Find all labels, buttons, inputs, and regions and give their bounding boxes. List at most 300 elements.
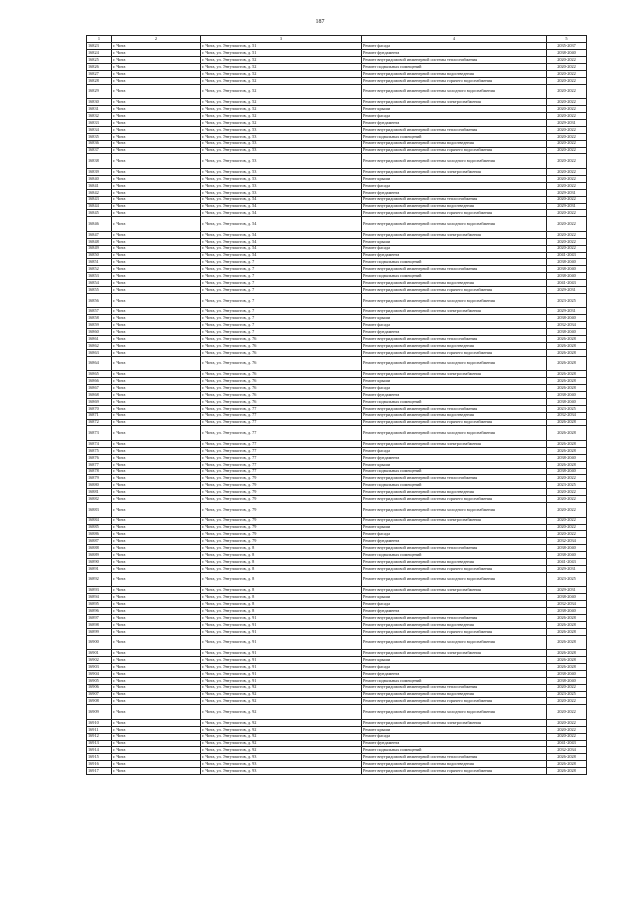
address-cell: г. Чита, ул. Энтузиастов, д. 91 (201, 635, 362, 650)
period-cell: 2029-2031 (547, 587, 587, 594)
row-number: 16869 (87, 398, 112, 405)
period-cell: 2029-2031 (547, 565, 587, 572)
city-cell: г. Чита (112, 120, 201, 127)
city-cell: г. Чита (112, 733, 201, 740)
table-row (87, 64, 587, 71)
address-cell: г. Чита, ул. Энтузиастов, д. 77 (201, 447, 362, 454)
work-type-cell: Ремонт внутридомовой инженерной системы водоотведения (362, 412, 547, 419)
city-cell: г. Чита (112, 705, 201, 720)
row-number: 16865 (87, 371, 112, 378)
work-type-cell: Ремонт внутридомовой инженерной системы горячего водоснабжения (362, 628, 547, 635)
row-number: 16915 (87, 754, 112, 761)
row-number: 16868 (87, 391, 112, 398)
address-cell: г. Чита, ул. Энтузиастов, д. 91 (201, 621, 362, 628)
table-row (87, 565, 587, 572)
table-row (87, 140, 587, 147)
period-cell: 2020-2022 (547, 99, 587, 106)
row-number: 16843 (87, 196, 112, 203)
table-row (87, 245, 587, 252)
city-cell: г. Чита (112, 754, 201, 761)
work-type-cell: Ремонт внутридомовой инженерной системы водоотведения (362, 558, 547, 565)
table-row (87, 293, 587, 308)
address-cell: г. Чита, ул. Энтузиастов, д. 8 (201, 601, 362, 608)
city-cell: г. Чита (112, 524, 201, 531)
city-cell: г. Чита (112, 287, 201, 294)
table-row (87, 203, 587, 210)
row-number: 16909 (87, 705, 112, 720)
city-cell: г. Чита (112, 189, 201, 196)
work-type-cell: Ремонт внутридомовой инженерной системы теплоснабжения (362, 475, 547, 482)
table-row (87, 657, 587, 664)
table-row (87, 441, 587, 448)
work-type-cell: Ремонт внутридомовой инженерной системы горячего водоснабжения (362, 565, 547, 572)
row-number: 16894 (87, 594, 112, 601)
row-number: 16888 (87, 545, 112, 552)
table-row (87, 705, 587, 720)
address-cell: г. Чита, ул. Энтузиастов, д. 79 (201, 503, 362, 518)
row-number: 16881 (87, 489, 112, 496)
table-row (87, 594, 587, 601)
period-cell: 2020-2022 (547, 196, 587, 203)
period-cell: 2020-2022 (547, 684, 587, 691)
row-number: 16889 (87, 552, 112, 559)
table-row (87, 691, 587, 698)
period-cell: 2020-2022 (547, 210, 587, 217)
period-cell: 2020-2022 (547, 175, 587, 182)
city-cell: г. Чита (112, 147, 201, 154)
city-cell: г. Чита (112, 322, 201, 329)
address-cell: г. Чита, ул. Энтузиастов, д. 91 (201, 670, 362, 677)
address-cell: г. Чита, ул. Энтузиастов, д. 91 (201, 657, 362, 664)
period-cell: 2029-2031 (547, 287, 587, 294)
period-cell: 2020-2022 (547, 57, 587, 64)
work-type-cell: Ремонт внутридомовой инженерной системы водоотведения (362, 140, 547, 147)
table-row (87, 768, 587, 775)
table-row (87, 761, 587, 768)
row-number: 16870 (87, 405, 112, 412)
city-cell: г. Чита (112, 210, 201, 217)
period-cell: 2038-2040 (547, 391, 587, 398)
work-type-cell: Ремонт фасада (362, 447, 547, 454)
period-cell: 2026-2028 (547, 614, 587, 621)
row-number: 16857 (87, 308, 112, 315)
period-cell: 2020-2022 (547, 154, 587, 169)
period-cell: 2038-2040 (547, 273, 587, 280)
table-row (87, 587, 587, 594)
column-header-3: 3 (201, 36, 362, 43)
period-cell: 2020-2022 (547, 698, 587, 705)
period-cell: 2026-2028 (547, 385, 587, 392)
period-cell: 2020-2022 (547, 182, 587, 189)
row-number: 16862 (87, 342, 112, 349)
work-type-cell: Ремонт внутридомовой инженерной системы горячего водоснабжения (362, 768, 547, 775)
address-cell: г. Чита, ул. Энтузиастов, д. 8 (201, 552, 362, 559)
work-type-cell: Ремонт фасада (362, 385, 547, 392)
period-cell: 2038-2040 (547, 545, 587, 552)
row-number: 16877 (87, 461, 112, 468)
period-cell: 2026-2028 (547, 378, 587, 385)
table-row (87, 614, 587, 621)
row-number: 16871 (87, 412, 112, 419)
period-cell: 2038-2040 (547, 677, 587, 684)
column-header-1: 1 (87, 36, 112, 43)
table-row (87, 113, 587, 120)
city-cell: г. Чита (112, 203, 201, 210)
table-row (87, 43, 587, 50)
work-type-cell: Ремонт внутридомовой инженерной системы электроснабжения (362, 441, 547, 448)
column-header-4: 4 (362, 36, 547, 43)
work-type-cell: Ремонт подвальных помещений (362, 398, 547, 405)
work-type-cell: Ремонт внутридомовой инженерной системы водоотведения (362, 761, 547, 768)
city-cell: г. Чита (112, 77, 201, 84)
period-cell: 2020-2022 (547, 113, 587, 120)
period-cell: 2020-2022 (547, 503, 587, 518)
row-number: 16905 (87, 677, 112, 684)
table-row (87, 70, 587, 77)
city-cell: г. Чита (112, 293, 201, 308)
work-type-cell: Ремонт фундамента (362, 252, 547, 259)
period-cell: 2026-2028 (547, 356, 587, 371)
row-number: 16841 (87, 182, 112, 189)
table-row (87, 461, 587, 468)
period-cell: 2020-2022 (547, 517, 587, 524)
work-type-cell: Ремонт внутридомовой инженерной системы теплоснабжения (362, 614, 547, 621)
address-cell: г. Чита, ул. Энтузиастов, д. 79 (201, 517, 362, 524)
city-cell: г. Чита (112, 531, 201, 538)
work-type-cell: Ремонт внутридомовой инженерной системы теплоснабжения (362, 196, 547, 203)
address-cell: г. Чита, ул. Энтузиастов, д. 54 (201, 252, 362, 259)
period-cell: 2026-2028 (547, 419, 587, 426)
table-row (87, 601, 587, 608)
work-type-cell: Ремонт крыши (362, 594, 547, 601)
address-cell: г. Чита, ул. Энтузиастов, д. 92 (201, 733, 362, 740)
table-body (87, 43, 587, 775)
period-cell: 2020-2022 (547, 238, 587, 245)
address-cell: г. Чита, ул. Энтузиастов, д. 76 (201, 336, 362, 343)
table-row (87, 475, 587, 482)
city-cell: г. Чита (112, 405, 201, 412)
table-row (87, 482, 587, 489)
city-cell: г. Чита (112, 621, 201, 628)
address-cell: г. Чита, ул. Энтузиастов, д. 8 (201, 565, 362, 572)
row-number: 16885 (87, 524, 112, 531)
table-row (87, 503, 587, 518)
period-cell: 2038-2040 (547, 398, 587, 405)
work-type-cell: Ремонт внутридомовой инженерной системы холодного водоснабжения (362, 635, 547, 650)
work-type-cell: Ремонт внутридомовой инженерной системы электроснабжения (362, 308, 547, 315)
period-cell: 2020-2022 (547, 169, 587, 176)
city-cell: г. Чита (112, 426, 201, 441)
city-cell: г. Чита (112, 106, 201, 113)
address-cell: г. Чита, ул. Энтузиастов, д. 77 (201, 405, 362, 412)
table-row (87, 552, 587, 559)
row-number: 16824 (87, 50, 112, 57)
work-type-cell: Ремонт внутридомовой инженерной системы электроснабжения (362, 719, 547, 726)
table-row (87, 280, 587, 287)
address-cell: г. Чита, ул. Энтузиастов, д. 54 (201, 203, 362, 210)
work-type-cell: Ремонт внутридомовой инженерной системы теплоснабжения (362, 545, 547, 552)
period-cell: 2029-2031 (547, 308, 587, 315)
table-row (87, 84, 587, 99)
table-row (87, 635, 587, 650)
city-cell: г. Чита (112, 475, 201, 482)
row-number: 16856 (87, 293, 112, 308)
city-cell: г. Чита (112, 657, 201, 664)
work-type-cell: Ремонт внутридомовой инженерной системы электроснабжения (362, 517, 547, 524)
address-cell: г. Чита, ул. Энтузиастов, д. 8 (201, 594, 362, 601)
work-type-cell: Ремонт внутридомовой инженерной системы водоотведения (362, 621, 547, 628)
city-cell: г. Чита (112, 768, 201, 775)
row-number: 16914 (87, 747, 112, 754)
row-number: 16850 (87, 252, 112, 259)
row-number: 16825 (87, 57, 112, 64)
table-row (87, 538, 587, 545)
period-cell: 2020-2022 (547, 70, 587, 77)
address-cell: г. Чита, ул. Энтузиастов, д. 52 (201, 84, 362, 99)
table-row (87, 733, 587, 740)
table-row (87, 628, 587, 635)
work-type-cell: Ремонт подвальных помещений (362, 133, 547, 140)
table-row (87, 238, 587, 245)
city-cell: г. Чита (112, 587, 201, 594)
row-number: 16827 (87, 70, 112, 77)
row-number: 16853 (87, 273, 112, 280)
address-cell: г. Чита, ул. Энтузиастов, д. 52 (201, 106, 362, 113)
period-cell: 2038-2040 (547, 315, 587, 322)
address-cell: г. Чита, ул. Энтузиастов, д. 77 (201, 454, 362, 461)
table-row (87, 266, 587, 273)
table-row (87, 524, 587, 531)
period-cell: 2038-2040 (547, 329, 587, 336)
row-number: 16832 (87, 113, 112, 120)
period-cell: 2026-2028 (547, 628, 587, 635)
address-cell: г. Чита, ул. Энтузиастов, д. 52 (201, 77, 362, 84)
row-number: 16908 (87, 698, 112, 705)
period-cell: 2020-2022 (547, 126, 587, 133)
work-type-cell: Ремонт фасада (362, 43, 547, 50)
row-number: 16884 (87, 517, 112, 524)
address-cell: г. Чита, ул. Энтузиастов, д. 7 (201, 308, 362, 315)
row-number: 16840 (87, 175, 112, 182)
row-number: 16910 (87, 719, 112, 726)
row-number: 16823 (87, 43, 112, 50)
address-cell: г. Чита, ул. Энтузиастов, д. 52 (201, 113, 362, 120)
address-cell: г. Чита, ул. Энтузиастов, д. 53 (201, 126, 362, 133)
period-cell: 2032-2034 (547, 747, 587, 754)
address-cell: г. Чита, ул. Энтузиастов, д. 8 (201, 572, 362, 587)
address-cell: г. Чита, ул. Энтузиастов, д. 52 (201, 64, 362, 71)
work-type-cell: Ремонт фундамента (362, 50, 547, 57)
table-row (87, 106, 587, 113)
address-cell: г. Чита, ул. Энтузиастов, д. 76 (201, 378, 362, 385)
period-cell: 2020-2022 (547, 733, 587, 740)
row-number: 16839 (87, 169, 112, 176)
period-cell: 2038-2040 (547, 259, 587, 266)
city-cell: г. Чита (112, 503, 201, 518)
address-cell: г. Чита, ул. Энтузиастов, д. 77 (201, 468, 362, 475)
address-cell: г. Чита, ул. Энтузиастов, д. 79 (201, 538, 362, 545)
period-cell: 2020-2022 (547, 475, 587, 482)
table-row (87, 259, 587, 266)
city-cell: г. Чита (112, 747, 201, 754)
city-cell: г. Чита (112, 245, 201, 252)
row-number: 16878 (87, 468, 112, 475)
address-cell: г. Чита, ул. Энтузиастов, д. 54 (201, 217, 362, 232)
city-cell: г. Чита (112, 398, 201, 405)
period-cell: 2038-2040 (547, 266, 587, 273)
work-type-cell: Ремонт подвальных помещений (362, 552, 547, 559)
work-type-cell: Ремонт фасада (362, 663, 547, 670)
address-cell: г. Чита, ул. Энтузиастов, д. 53 (201, 175, 362, 182)
address-cell: г. Чита, ул. Энтузиастов, д. 76 (201, 356, 362, 371)
work-type-cell: Ремонт крыши (362, 175, 547, 182)
city-cell: г. Чита (112, 385, 201, 392)
address-cell: г. Чита, ул. Энтузиастов, д. 53 (201, 154, 362, 169)
work-type-cell: Ремонт внутридомовой инженерной системы горячего водоснабжения (362, 698, 547, 705)
work-type-cell: Ремонт внутридомовой инженерной системы теплоснабжения (362, 336, 547, 343)
work-type-cell: Ремонт внутридомовой инженерной системы водоотведения (362, 203, 547, 210)
period-cell: 2026-2028 (547, 657, 587, 664)
city-cell: г. Чита (112, 231, 201, 238)
table-row (87, 182, 587, 189)
period-cell: 2038-2040 (547, 552, 587, 559)
table-row (87, 454, 587, 461)
address-cell: г. Чита, ул. Энтузиастов, д. 54 (201, 196, 362, 203)
address-cell: г. Чита, ул. Энтузиастов, д. 76 (201, 398, 362, 405)
address-cell: г. Чита, ул. Энтузиастов, д. 52 (201, 57, 362, 64)
address-cell: г. Чита, ул. Энтузиастов, д. 54 (201, 245, 362, 252)
city-cell: г. Чита (112, 468, 201, 475)
table-row (87, 336, 587, 343)
city-cell: г. Чита (112, 572, 201, 587)
row-number: 16851 (87, 259, 112, 266)
city-cell: г. Чита (112, 196, 201, 203)
city-cell: г. Чита (112, 628, 201, 635)
row-number: 16829 (87, 84, 112, 99)
period-cell: 2020-2022 (547, 489, 587, 496)
work-type-cell: Ремонт внутридомовой инженерной системы холодного водоснабжения (362, 572, 547, 587)
city-cell: г. Чита (112, 740, 201, 747)
address-cell: г. Чита, ул. Энтузиастов, д. 51 (201, 50, 362, 57)
row-number: 16913 (87, 740, 112, 747)
table-row (87, 385, 587, 392)
period-cell: 2026-2028 (547, 441, 587, 448)
city-cell: г. Чита (112, 594, 201, 601)
period-cell: 2026-2028 (547, 461, 587, 468)
city-cell: г. Чита (112, 84, 201, 99)
city-cell: г. Чита (112, 761, 201, 768)
work-type-cell: Ремонт внутридомовой инженерной системы электроснабжения (362, 371, 547, 378)
table-row (87, 77, 587, 84)
row-number: 16846 (87, 217, 112, 232)
table-row (87, 412, 587, 419)
work-type-cell: Ремонт подвальных помещений (362, 482, 547, 489)
table-row (87, 740, 587, 747)
address-cell: г. Чита, ул. Энтузиастов, д. 7 (201, 266, 362, 273)
period-cell: 2032-2034 (547, 538, 587, 545)
city-cell: г. Чита (112, 719, 201, 726)
work-type-cell: Ремонт фасада (362, 113, 547, 120)
table-row (87, 315, 587, 322)
table-row (87, 419, 587, 426)
row-number: 16900 (87, 635, 112, 650)
table-row (87, 621, 587, 628)
work-type-cell: Ремонт внутридомовой инженерной системы холодного водоснабжения (362, 503, 547, 518)
period-cell: 2026-2028 (547, 426, 587, 441)
city-cell: г. Чита (112, 552, 201, 559)
work-type-cell: Ремонт фундамента (362, 189, 547, 196)
row-number: 16875 (87, 447, 112, 454)
work-type-cell: Ремонт внутридомовой инженерной системы теплоснабжения (362, 57, 547, 64)
work-type-cell: Ремонт фундамента (362, 454, 547, 461)
work-type-cell: Ремонт внутридомовой инженерной системы холодного водоснабжения (362, 217, 547, 232)
work-type-cell: Ремонт внутридомовой инженерной системы горячего водоснабжения (362, 287, 547, 294)
table-row (87, 754, 587, 761)
city-cell: г. Чита (112, 329, 201, 336)
row-number: 16866 (87, 378, 112, 385)
work-type-cell: Ремонт внутридомовой инженерной системы водоотведения (362, 342, 547, 349)
row-number: 16828 (87, 77, 112, 84)
table-row (87, 210, 587, 217)
row-number: 16833 (87, 120, 112, 127)
city-cell: г. Чита (112, 608, 201, 615)
row-number: 16855 (87, 287, 112, 294)
work-type-cell: Ремонт внутридомовой инженерной системы холодного водоснабжения (362, 293, 547, 308)
address-cell: г. Чита, ул. Энтузиастов, д. 76 (201, 349, 362, 356)
period-cell: 2026-2028 (547, 635, 587, 650)
work-type-cell: Ремонт внутридомовой инженерной системы холодного водоснабжения (362, 154, 547, 169)
work-type-cell: Ремонт крыши (362, 524, 547, 531)
work-type-cell: Ремонт внутридомовой инженерной системы горячего водоснабжения (362, 147, 547, 154)
address-cell: г. Чита, ул. Энтузиастов, д. 54 (201, 238, 362, 245)
period-cell: 2023-2025 (547, 293, 587, 308)
city-cell: г. Чита (112, 447, 201, 454)
table-header (87, 36, 587, 43)
work-type-cell: Ремонт фасада (362, 733, 547, 740)
row-number: 16864 (87, 356, 112, 371)
work-type-cell: Ремонт подвальных помещений (362, 677, 547, 684)
city-cell: г. Чита (112, 726, 201, 733)
city-cell: г. Чита (112, 412, 201, 419)
address-cell: г. Чита, ул. Энтузиастов, д. 51 (201, 43, 362, 50)
city-cell: г. Чита (112, 315, 201, 322)
address-cell: г. Чита, ул. Энтузиастов, д. 79 (201, 489, 362, 496)
period-cell: 2029-2031 (547, 189, 587, 196)
address-cell: г. Чита, ул. Энтузиастов, д. 7 (201, 287, 362, 294)
work-type-cell: Ремонт внутридомовой инженерной системы горячего водоснабжения (362, 349, 547, 356)
column-header-5: 5 (547, 36, 587, 43)
city-cell: г. Чита (112, 614, 201, 621)
city-cell: г. Чита (112, 336, 201, 343)
period-cell: 2038-2040 (547, 50, 587, 57)
table-row (87, 57, 587, 64)
work-type-cell: Ремонт фундамента (362, 538, 547, 545)
row-number: 16886 (87, 531, 112, 538)
address-cell: г. Чита, ул. Энтузиастов, д. 7 (201, 280, 362, 287)
table-row (87, 126, 587, 133)
row-number: 16858 (87, 315, 112, 322)
city-cell: г. Чита (112, 273, 201, 280)
row-number: 16882 (87, 496, 112, 503)
city-cell: г. Чита (112, 217, 201, 232)
address-cell: г. Чита, ул. Энтузиастов, д. 76 (201, 342, 362, 349)
row-number: 16849 (87, 245, 112, 252)
work-type-cell: Ремонт фундамента (362, 670, 547, 677)
work-type-cell: Ремонт подвальных помещений (362, 259, 547, 266)
period-cell: 2032-2034 (547, 601, 587, 608)
work-type-cell: Ремонт внутридомовой инженерной системы водоотведения (362, 489, 547, 496)
column-header-2: 2 (112, 36, 201, 43)
